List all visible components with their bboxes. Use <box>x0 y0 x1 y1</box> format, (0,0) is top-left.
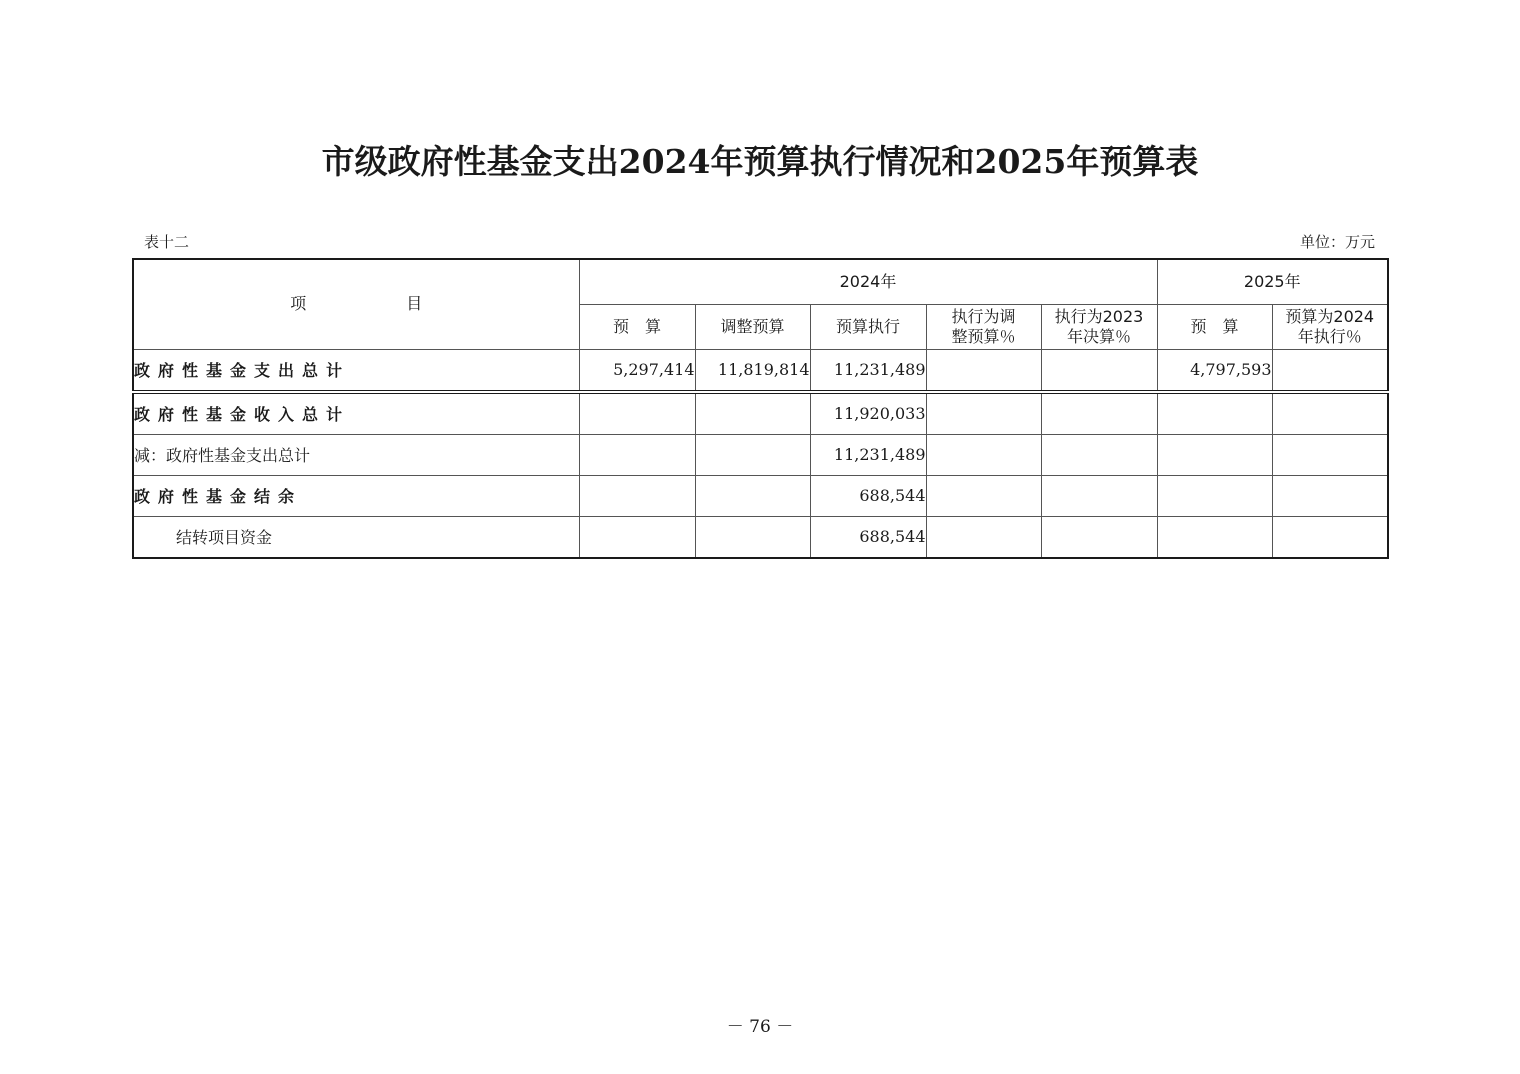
cell-pct-2023 <box>1041 434 1157 475</box>
header-budget-vs-2024 <box>1272 304 1388 349</box>
cell-budget-2025 <box>1157 516 1272 558</box>
row-label: 结转项目资金 <box>133 516 579 558</box>
cell-pct-2023 <box>1041 349 1157 392</box>
page-number: － 76 － <box>726 1017 794 1037</box>
cell-exec: 11,231,489 <box>810 434 926 475</box>
header-budget-vs-2024-line1: 预算为2024 <box>1285 306 1375 326</box>
cell-adjusted <box>695 475 810 516</box>
cell-pct-2023 <box>1041 516 1157 558</box>
cell-pct-2024 <box>1272 434 1388 475</box>
cell-budget-2025 <box>1157 434 1272 475</box>
cell-pct-2023 <box>1041 392 1157 435</box>
cell-pct-2023 <box>1041 475 1157 516</box>
table-row-carryover <box>133 516 1388 558</box>
cell-budget <box>579 392 695 435</box>
cell-pct-adjusted <box>926 392 1041 435</box>
budget-table <box>132 258 1389 559</box>
page-title: 市级政府性基金支出2024年预算执行情况和2025年预算表 <box>321 142 1199 181</box>
unit-label: 单位：万元 <box>1299 233 1375 251</box>
cell-adjusted <box>695 434 810 475</box>
header-item-left: 项 <box>290 294 307 314</box>
cell-exec: 688,544 <box>810 475 926 516</box>
cell-budget <box>579 434 695 475</box>
header-exec-vs-adjusted <box>926 304 1041 349</box>
row-label: 政府性基金收入总计 <box>133 392 579 435</box>
header-budget-execution-text: 预算执行 <box>835 316 900 336</box>
row-label: 政府性基金支出总计 <box>133 349 579 392</box>
cell-budget <box>579 516 695 558</box>
cell-budget-2025 <box>1157 392 1272 435</box>
cell-budget <box>579 475 695 516</box>
header-exec-vs-adjusted-line2: 整预算％ <box>951 326 1016 346</box>
header-budget-vs-2024-line2: 年执行％ <box>1297 326 1362 346</box>
header-budget-execution <box>810 304 926 349</box>
table-row-balance <box>133 475 1388 516</box>
table-number: 表十二 <box>144 233 190 251</box>
cell-pct-2024 <box>1272 516 1388 558</box>
cell-budget-2025 <box>1157 475 1272 516</box>
cell-pct-adjusted <box>926 516 1041 558</box>
header-exec-vs-adjusted-line1: 执行为调 <box>951 306 1016 326</box>
row-label: 减：政府性基金支出总计 <box>133 434 579 475</box>
table-row-expenditure-total <box>133 349 1388 392</box>
header-year-2025: 2025年 <box>1157 259 1388 304</box>
cell-exec: 11,231,489 <box>810 349 926 392</box>
cell-pct-adjusted <box>926 475 1041 516</box>
cell-adjusted: 11,819,814 <box>695 349 810 392</box>
header-exec-vs-2023-line2: 年决算％ <box>1066 326 1131 346</box>
header-adjusted-budget: 调整预算 <box>695 304 810 349</box>
header-row-years <box>133 259 1388 304</box>
cell-pct-adjusted <box>926 349 1041 392</box>
table-row-revenue-total <box>133 392 1388 435</box>
table-row-less-expenditure <box>133 434 1388 475</box>
cell-exec: 11,920,033 <box>810 392 926 435</box>
header-item <box>133 259 579 349</box>
cell-pct-2024 <box>1272 475 1388 516</box>
header-exec-vs-2023 <box>1041 304 1157 349</box>
cell-budget: 5,297,414 <box>579 349 695 392</box>
header-exec-vs-2023-line1: 执行为2023 <box>1054 306 1144 326</box>
header-year-2024: 2024年 <box>579 259 1157 304</box>
header-budget-2024: 预 算 <box>579 304 695 349</box>
cell-budget-2025: 4,797,593 <box>1157 349 1272 392</box>
cell-pct-2024 <box>1272 349 1388 392</box>
cell-adjusted <box>695 516 810 558</box>
cell-adjusted <box>695 392 810 435</box>
row-label: 政府性基金结余 <box>133 475 579 516</box>
header-budget-2025: 预 算 <box>1157 304 1272 349</box>
cell-exec: 688,544 <box>810 516 926 558</box>
cell-pct-2024 <box>1272 392 1388 435</box>
header-item-right: 目 <box>406 294 423 314</box>
cell-pct-adjusted <box>926 434 1041 475</box>
